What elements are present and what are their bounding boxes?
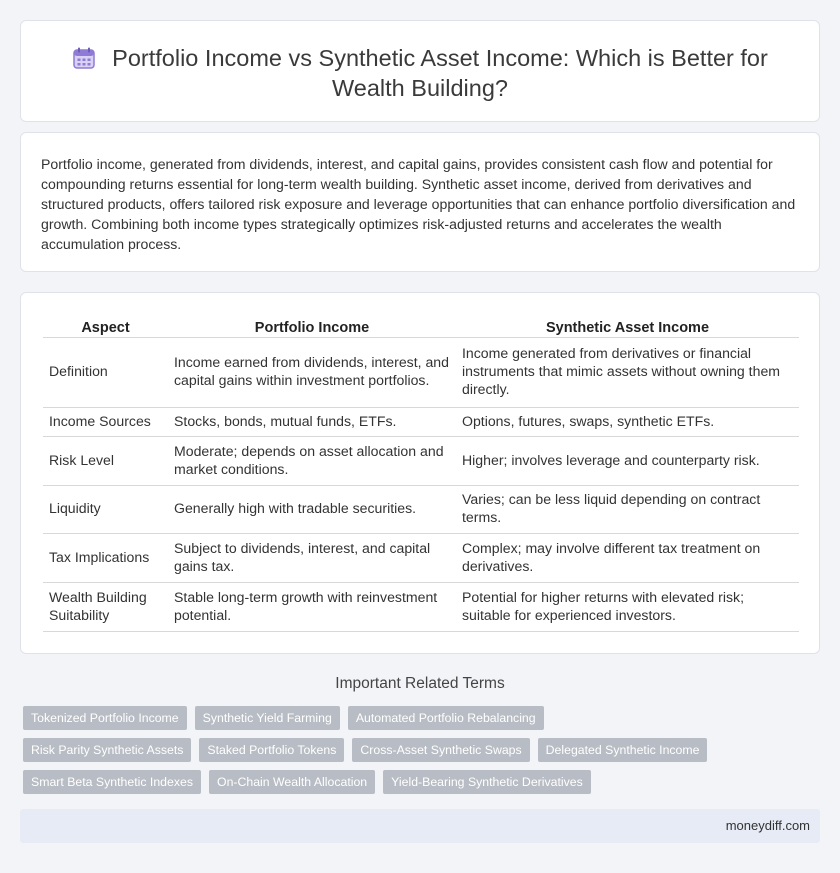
row-aspect: Income Sources xyxy=(43,407,168,436)
related-terms-title: Important Related Terms xyxy=(335,675,505,692)
related-term-tag[interactable]: Smart Beta Synthetic Indexes xyxy=(23,770,201,794)
related-term-tag[interactable]: Delegated Synthetic Income xyxy=(538,738,708,762)
comparison-table xyxy=(43,315,799,632)
header-aspect: Aspect xyxy=(43,315,168,337)
row-portfolio-income: Income earned from dividends, interest, and capital gains within investment portfolios. xyxy=(168,337,456,407)
related-term-tag[interactable]: Synthetic Yield Farming xyxy=(195,706,340,730)
table-row xyxy=(43,533,799,582)
table-row xyxy=(43,337,799,407)
row-portfolio-income: Stocks, bonds, mutual funds, ETFs. xyxy=(168,407,456,436)
related-term-tag[interactable]: Automated Portfolio Rebalancing xyxy=(348,706,544,730)
related-term-tag[interactable]: Staked Portfolio Tokens xyxy=(199,738,344,762)
intro-text: Portfolio income, generated from dividends, interest, and capital gains, provides consistent cash flow and potential for compounding returns essential for long-term wealth building. Synthetic asset income, derived from derivatives and structured products, offers tailored risk exposure and leverage opportunities that can enhance portfolio diversification and growth. Combining both income types strategically optimizes risk-adjusted returns and accelerates the wealth accumulation process. xyxy=(41,156,796,252)
row-portfolio-income: Stable long-term growth with reinvestment potential. xyxy=(168,582,456,631)
calendar-icon xyxy=(72,46,96,70)
table-row xyxy=(43,407,799,436)
page-title-wrap xyxy=(51,43,789,103)
row-portfolio-income: Generally high with tradable securities. xyxy=(168,485,456,533)
header-portfolio-income: Portfolio Income xyxy=(168,315,456,337)
title-card xyxy=(20,20,820,122)
header-synthetic-asset-income: Synthetic Asset Income xyxy=(456,315,799,337)
related-term-tag[interactable]: On-Chain Wealth Allocation xyxy=(209,770,375,794)
table-row xyxy=(43,436,799,485)
row-aspect: Tax Implications xyxy=(43,533,168,582)
row-synthetic-income: Complex; may involve different tax treatment on derivatives. xyxy=(456,533,799,582)
table-row xyxy=(43,485,799,533)
row-synthetic-income: Potential for higher returns with elevated risk; suitable for experienced investors. xyxy=(456,582,799,631)
related-term-tag[interactable]: Yield-Bearing Synthetic Derivatives xyxy=(383,770,591,794)
page-title: Portfolio Income vs Synthetic Asset Income: Which is Better for Wealth Building? xyxy=(112,45,768,101)
row-portfolio-income: Moderate; depends on asset allocation and market conditions. xyxy=(168,436,456,485)
footer-site-link[interactable]: moneydiff.com xyxy=(725,818,810,833)
table-row xyxy=(43,582,799,631)
intro-card xyxy=(20,132,820,272)
row-aspect: Wealth Building Suitability xyxy=(43,582,168,631)
row-synthetic-income: Varies; can be less liquid depending on contract terms. xyxy=(456,485,799,533)
related-term-tag[interactable]: Cross-Asset Synthetic Swaps xyxy=(352,738,529,762)
footer xyxy=(20,809,820,843)
table-header-row xyxy=(43,315,799,337)
row-synthetic-income: Higher; involves leverage and counterparty risk. xyxy=(456,436,799,485)
related-term-tag[interactable]: Risk Parity Synthetic Assets xyxy=(23,738,191,762)
row-synthetic-income: Options, futures, swaps, synthetic ETFs. xyxy=(456,407,799,436)
row-aspect: Liquidity xyxy=(43,485,168,533)
row-aspect: Risk Level xyxy=(43,436,168,485)
comparison-card xyxy=(20,292,820,654)
related-term-tag[interactable]: Tokenized Portfolio Income xyxy=(23,706,187,730)
row-aspect: Definition xyxy=(43,337,168,407)
row-synthetic-income: Income generated from derivatives or financial instruments that mimic assets without owning them directly. xyxy=(456,337,799,407)
row-portfolio-income: Subject to dividends, interest, and capital gains tax. xyxy=(168,533,456,582)
related-terms-tags xyxy=(23,706,723,802)
